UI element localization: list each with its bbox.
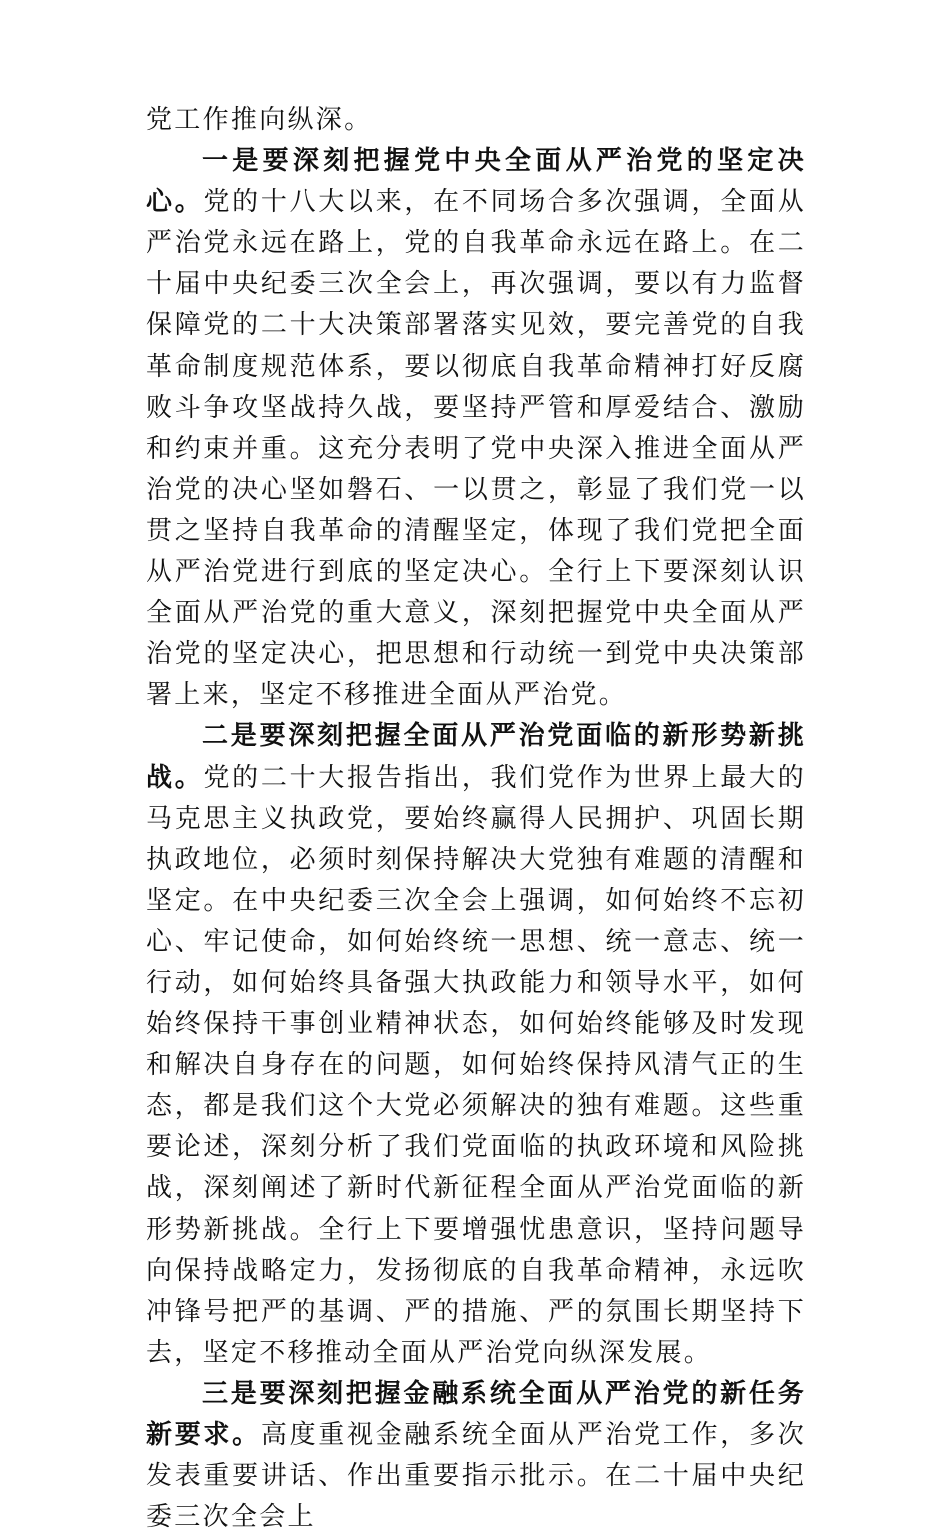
paragraph-body: 党的二十大报告指出，我们党作为世界上最大的马克思主义执政党，要始终赢得人民拥护、巩固长期执政地位，必须时刻保持解决大党独有难题的清醒和坚定。在中央纪委三次全会上强调，如何始终不忘初心、牢记使命，如何始终统一思想、统一意志、统一行动，如何始终具备强大执政能力和领导水平，如何始终保持干事创业精神状态，如何始终能够及时发现和解决自身存在的问题，如何始终保持风清气正的生态，都是我们这个大党必须解决的独有难题。这些重要论述，深刻分析了我们党面临的执政环境和风险挑战，深刻阐述了新时代新征程全面从严治党面临的新形势新挑战。全行上下要增强忧患意识，坚持问题导向保持战略定力，发扬彻底的自我革命精神，永远吹冲锋号把严的基调、严的措施、严的氛围长期坚持下去，坚定不移推动全面从严治党向纵深发展。 [146,762,806,1368]
paragraph-continuation [146,100,806,141]
paragraph-lead-heading: 一是要深刻把握党中央全面从严治党的坚定决心。 [146,146,806,218]
paragraph-body: 高度重视金融系统全面从严治党工作，多次发表重要讲话、作出重要指示批示。在二十届中央纪委三次全会上 [146,1420,807,1533]
paragraph-point-two [146,716,806,1374]
paragraph-lead-heading: 二是要深刻把握全面从严治党面临的新形势新挑战。 [146,721,806,793]
document-body [146,100,806,1538]
paragraph-body: 党工作推向纵深。 [146,105,373,135]
paragraph-body: 党的十八大以来，在不同场合多次强调，全面从严治党永远在路上，党的自我革命永远在路上。在二十届中央纪委三次全会上，再次强调，要以有力监督保障党的二十大决策部署落实见效，要完善党的自我革命制度规范体系，要以彻底自我革命精神打好反腐败斗争攻坚战持久战，要坚持严管和厚爱结合、激励和约束并重。这充分表明了党中央深入推进全面从严治党的决心坚如磐石、一以贯之，彰显了我们党一以贯之坚持自我革命的清醒坚定，体现了我们党把全面从严治党进行到底的坚定决心。全行上下要深刻认识全面从严治党的重大意义，深刻把握党中央全面从严治党的坚定决心，把思想和行动统一到党中央决策部署上来，坚定不移推进全面从严治党。 [146,187,806,711]
paragraph-point-one [146,141,806,716]
paragraph-lead-heading: 三是要深刻把握金融系统全面从严治党的新任务新要求。 [146,1378,806,1450]
paragraph-point-three [146,1374,806,1538]
